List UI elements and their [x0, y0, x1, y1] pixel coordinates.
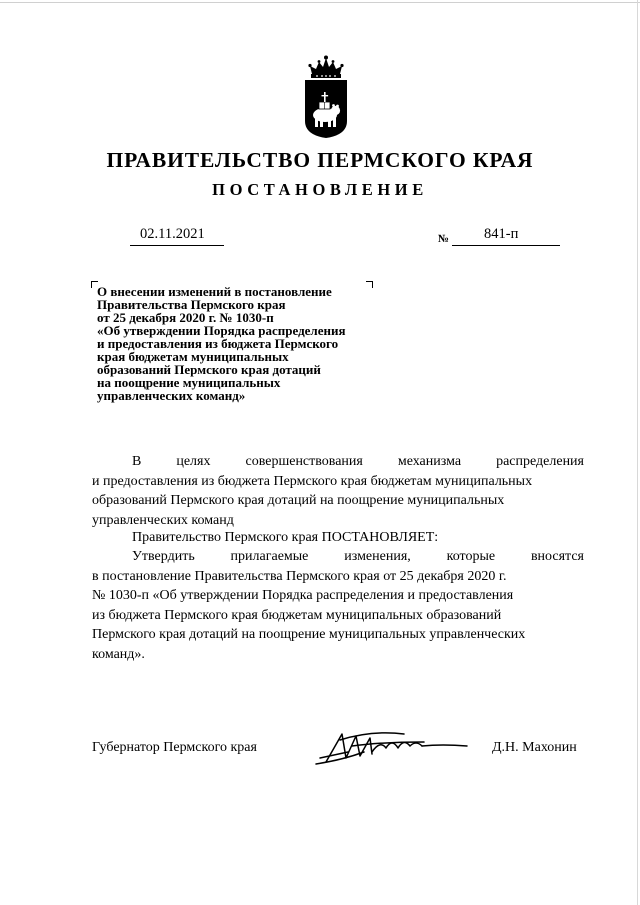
subject-line: управленческих команд» [97, 388, 246, 403]
number-sign: № [438, 233, 450, 245]
paragraph-line: и предоставления из бюджета Пермского края бюджетам муниципальных [92, 473, 533, 489]
subject-line: О внесении изменений в постановление [97, 284, 332, 299]
date-underline [130, 245, 224, 246]
subject-line: на поощрение муниципальных [97, 375, 281, 390]
resolution-paragraph [92, 528, 584, 548]
paragraph-line: в постановление Правительства Пермского края от 25 декабря 2020 г. [92, 568, 507, 584]
signer-name: Д.Н. Махонин [492, 740, 577, 755]
decision-paragraph [92, 547, 584, 665]
paragraph-line: Пермского края дотаций на поощрение муниципальных управленческих [92, 627, 526, 643]
subject-heading [97, 285, 397, 402]
paragraph-line: Правительство Пермского края ПОСТАНОВЛЯЕТ: [132, 530, 439, 545]
paragraph-line: В целях совершенствования механизма распределения [132, 454, 584, 469]
document-number: 841-п [484, 226, 519, 242]
preamble-paragraph [92, 452, 584, 530]
signer-position: Губернатор Пермского края [92, 740, 257, 755]
paragraph-line: из бюджета Пермского края бюджетам муниципальных образований [92, 607, 502, 623]
subject-line: от 25 декабря 2020 г. № 1030-п [97, 310, 274, 325]
document-date: 02.11.2021 [140, 226, 205, 242]
handwritten-signature-icon [312, 722, 472, 772]
paragraph-line: Утвердить прилагаемые изменения, которые вносятся [132, 549, 584, 564]
government-title: ПРАВИТЕЛЬСТВО ПЕРМСКОГО КРАЯ [106, 148, 534, 172]
subject-line: края бюджетам муниципальных [97, 349, 289, 364]
document-type: ПОСТАНОВЛЕНИЕ [212, 180, 428, 199]
subject-line: Правительства Пермского края [97, 297, 286, 312]
subject-line: и предоставления из бюджета Пермского [97, 336, 339, 351]
scan-edge-right [637, 0, 638, 905]
paragraph-line: команд». [92, 646, 145, 662]
paragraph-line: образований Пермского края дотаций на поощрение муниципальных [92, 493, 505, 509]
number-underline [452, 245, 560, 246]
subject-line: образований Пермского края дотаций [97, 362, 321, 377]
paragraph-line: управленческих команд [92, 512, 234, 528]
paragraph-line: № 1030-п «Об утверждении Порядка распределения и предоставления [92, 588, 514, 604]
subject-line: «Об утверждении Порядка распределения [97, 323, 346, 338]
perm-krai-coat-of-arms-icon [302, 55, 350, 139]
scan-edge-top [0, 2, 640, 3]
